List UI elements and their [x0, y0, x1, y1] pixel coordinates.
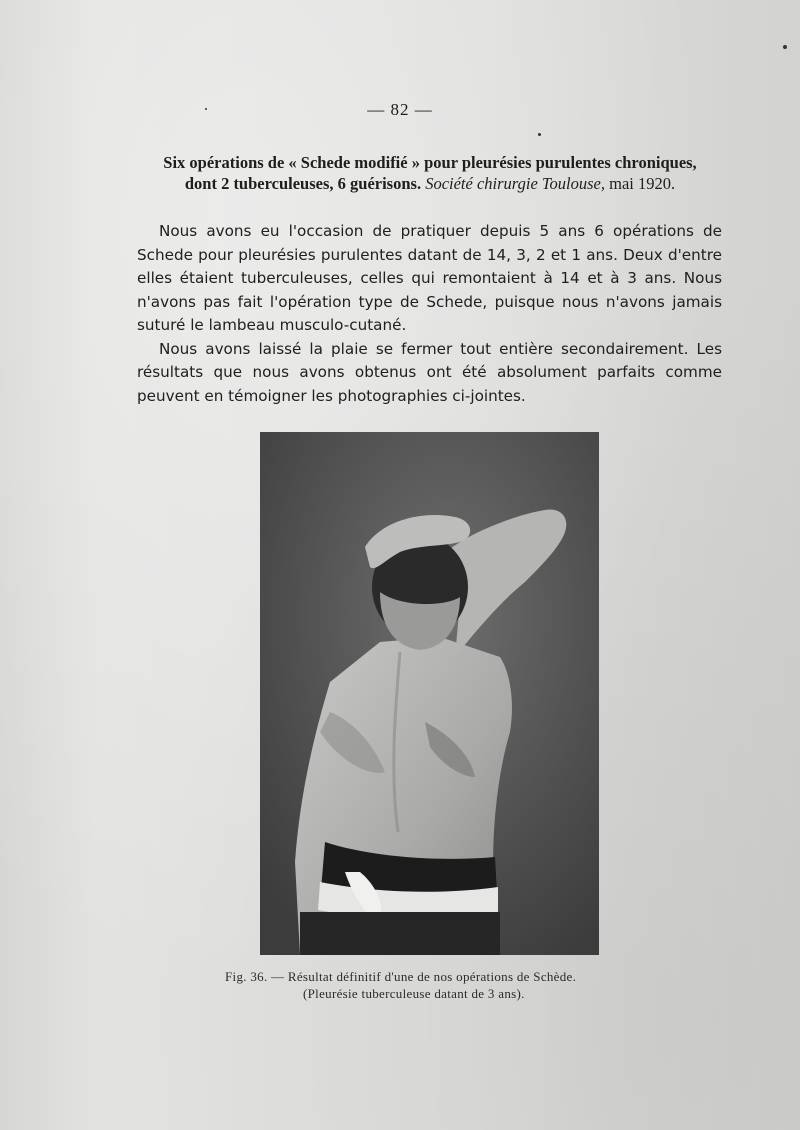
caption-line-2: (Pleurésie tuberculeuse datant de 3 ans). — [303, 986, 525, 1001]
heading-line-2-bold: dont 2 tuberculeuses, 6 guérisons. — [184, 174, 422, 193]
heading-line-2 — [135, 173, 725, 194]
heading-line-2-source: Société chirurgie Toulouse, — [425, 174, 606, 193]
ink-speck — [783, 45, 787, 49]
paragraph-2: Nous avons laissé la plaie se fermer tout entière secondairement. Les résultats que nous avons obtenus ont été absolument parfaits comme peuvent en témoigner les photographies ci-jointes. — [137, 339, 722, 405]
patient-back-photo — [260, 432, 599, 955]
heading-line-2-date: mai 1920. — [609, 174, 676, 193]
figure-photograph — [260, 432, 599, 955]
paragraph-1: Nous avons eu l'occasion de pratiquer depuis 5 ans 6 opérations de Schede pour pleurésies purulentes datant de 14, 3, 2 et 1 ans. Deux d'entre elles étaient tuberculeuses, celles qui remontaient à 14 et à 3 ans. Nous n'avons pas fait l'opération type de Schede, puisque nous n'avons jamais suturé le lambeau musculo-cutané. — [137, 222, 722, 334]
caption-line-1: Fig. 36. — Résultat définitif d'une de nos opérations de Schède. — [225, 969, 577, 984]
ink-speck — [538, 133, 541, 136]
page-number: — 82 — — [367, 100, 433, 119]
figure-caption — [225, 968, 645, 1002]
body-text — [137, 220, 722, 408]
heading-line-1: Six opérations de « Schede modifié » pour pleurésies purulentes chroniques, — [163, 153, 697, 172]
section-heading — [135, 152, 725, 194]
ink-speck — [205, 108, 207, 110]
